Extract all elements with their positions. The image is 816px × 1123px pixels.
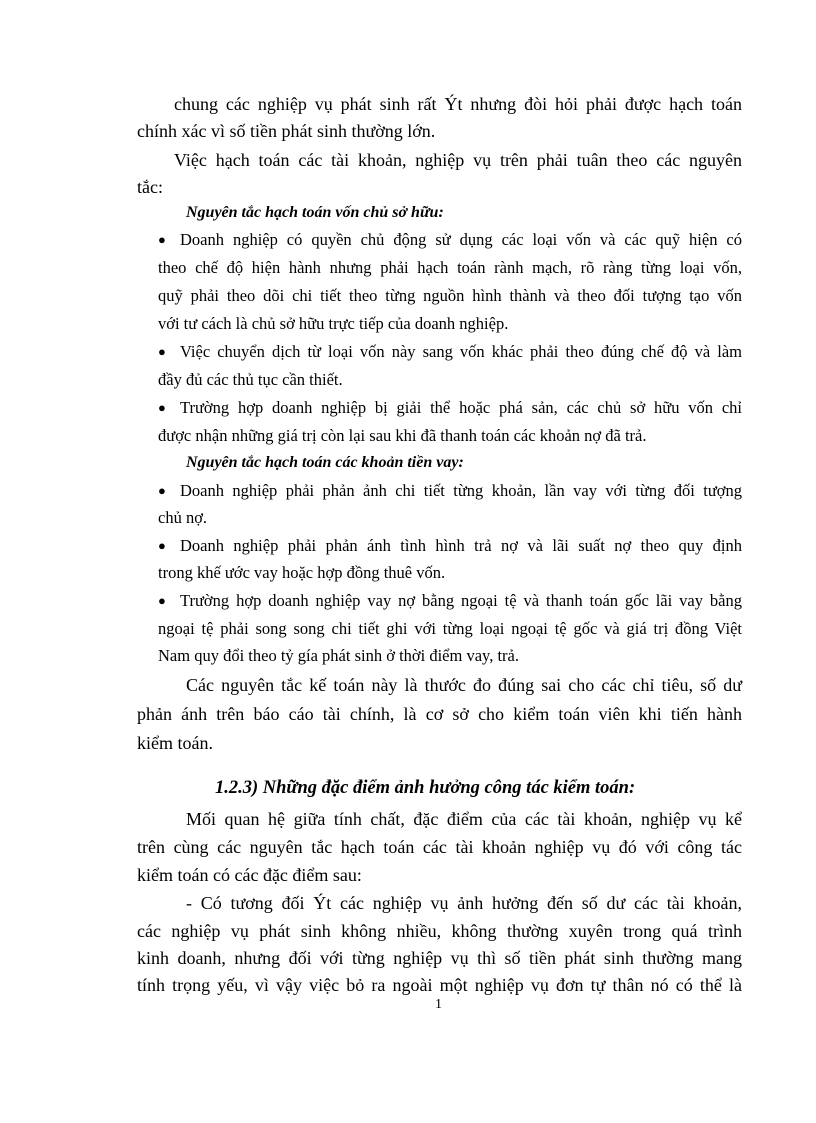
- para1-line-1: chung các nghiệp vụ phát sinh rất Ýt nhưng đòi hỏi phải được hạch toán: [174, 94, 742, 114]
- loan-bullet-1-line-1: Doanh nghiệp phải phản ảnh chi tiết từng khoản, lần vay với từng đối tượng: [180, 481, 742, 500]
- para4-line-3: kiểm toán có các đặc điểm sau:: [137, 865, 362, 885]
- para5-line-4: tính trọng yếu, vì vậy việc bỏ ra ngoài một nghiệp vụ đơn tự thân nó có thể là: [137, 975, 742, 995]
- para1-line-2: chính xác vì số tiền phát sinh thường lớn.: [137, 121, 436, 141]
- para3-line-1: Các nguyên tắc kế toán này là thước đo đúng sai cho các chỉ tiêu, số dư: [186, 675, 742, 695]
- bullet-icon: ●: [158, 483, 166, 498]
- bullet-icon: ●: [158, 400, 166, 415]
- owner-bullet-2-line-1: Việc chuyển dịch từ loại vốn này sang vốn khác phải theo đúng chế độ và làm: [180, 342, 742, 361]
- para3-line-3: kiểm toán.: [137, 733, 213, 753]
- bullet-icon: ●: [158, 593, 166, 608]
- owner-bullet-3-line-1: Trường hợp doanh nghiệp bị giải thể hoặc phá sản, các chủ sở hữu vốn chỉ: [180, 398, 742, 417]
- loan-bullet-2-line-1: Doanh nghiệp phải phản ánh tình hình trả nợ và lãi suất nợ theo quy định: [180, 536, 742, 555]
- owner-bullet-1-line-3: quỹ phải theo dõi chi tiết theo từng nguồn hình thành và theo đối tượng tạo vốn: [158, 286, 742, 305]
- page-number: 1: [435, 997, 442, 1012]
- para2-line-2: tắc:: [137, 177, 163, 197]
- bullet-icon: ●: [158, 344, 166, 359]
- para5-line-1: - Có tương đối Ýt các nghiệp vụ ảnh hưởng đến số dư các tài khoản,: [186, 893, 742, 913]
- loan-bullet-3-line-2: ngoại tệ phải song song chi tiết ghi với từng loại ngoại tệ gốc và giá trị đồng Việt: [158, 619, 742, 638]
- para2-line-1: Việc hạch toán các tài khoản, nghiệp vụ trên phải tuân theo các nguyên: [174, 150, 742, 170]
- para3-line-2: phản ánh trên báo cáo tài chính, là cơ sở cho kiểm toán viên khi tiến hành: [137, 704, 742, 724]
- section-heading: 1.2.3) Những đặc điểm ảnh hưởng công tác kiểm toán:: [215, 778, 636, 798]
- bullet-icon: ●: [158, 538, 166, 553]
- para4-line-2: trên cùng các nguyên tắc hạch toán các tài khoản nghiệp vụ đó với công tác: [137, 837, 742, 857]
- loan-bullet-3-line-1: Trường hợp doanh nghiệp vay nợ bằng ngoại tệ và thanh toán gốc lãi vay bằng: [180, 591, 742, 610]
- owner-bullet-1-line-1: Doanh nghiệp có quyền chủ động sử dụng các loại vốn và các quỹ hiện có: [180, 230, 742, 249]
- owner-bullet-1-line-2: theo chế độ hiện hành nhưng phải hạch toán rành mạch, rõ ràng từng loại vốn,: [158, 258, 742, 277]
- owner-bullet-2-line-2: đầy đủ các thủ tục cần thiết.: [158, 370, 343, 389]
- heading-owner-equity: Nguyên tắc hạch toán vốn chủ sở hữu:: [186, 204, 444, 221]
- loan-bullet-1-line-2: chủ nợ.: [158, 508, 208, 527]
- para5-line-2: các nghiệp vụ phát sinh không nhiều, không thường xuyên trong quá trình: [137, 921, 742, 941]
- loan-bullet-3-line-3: Nam quy đổi theo tỷ gía phát sinh ở thời điểm vay, trả.: [158, 646, 519, 665]
- para4-line-1: Mối quan hệ giữa tính chất, đặc điểm của các tài khoản, nghiệp vụ kể: [186, 809, 742, 829]
- para5-line-3: kinh doanh, nhưng đối với từng nghiệp vụ thì số tiền phát sinh thường mang: [137, 948, 742, 968]
- bullet-icon: ●: [158, 232, 166, 247]
- loan-bullet-2-line-2: trong khế ước vay hoặc hợp đồng thuê vốn.: [158, 563, 446, 582]
- heading-loans: Nguyên tắc hạch toán các khoản tiền vay:: [186, 454, 464, 471]
- owner-bullet-1-line-4: với tư cách là chủ sở hữu trực tiếp của doanh nghiệp.: [158, 314, 509, 333]
- owner-bullet-3-line-2: được nhận những giá trị còn lại sau khi đã thanh toán các khoản nợ đã trả.: [158, 426, 647, 445]
